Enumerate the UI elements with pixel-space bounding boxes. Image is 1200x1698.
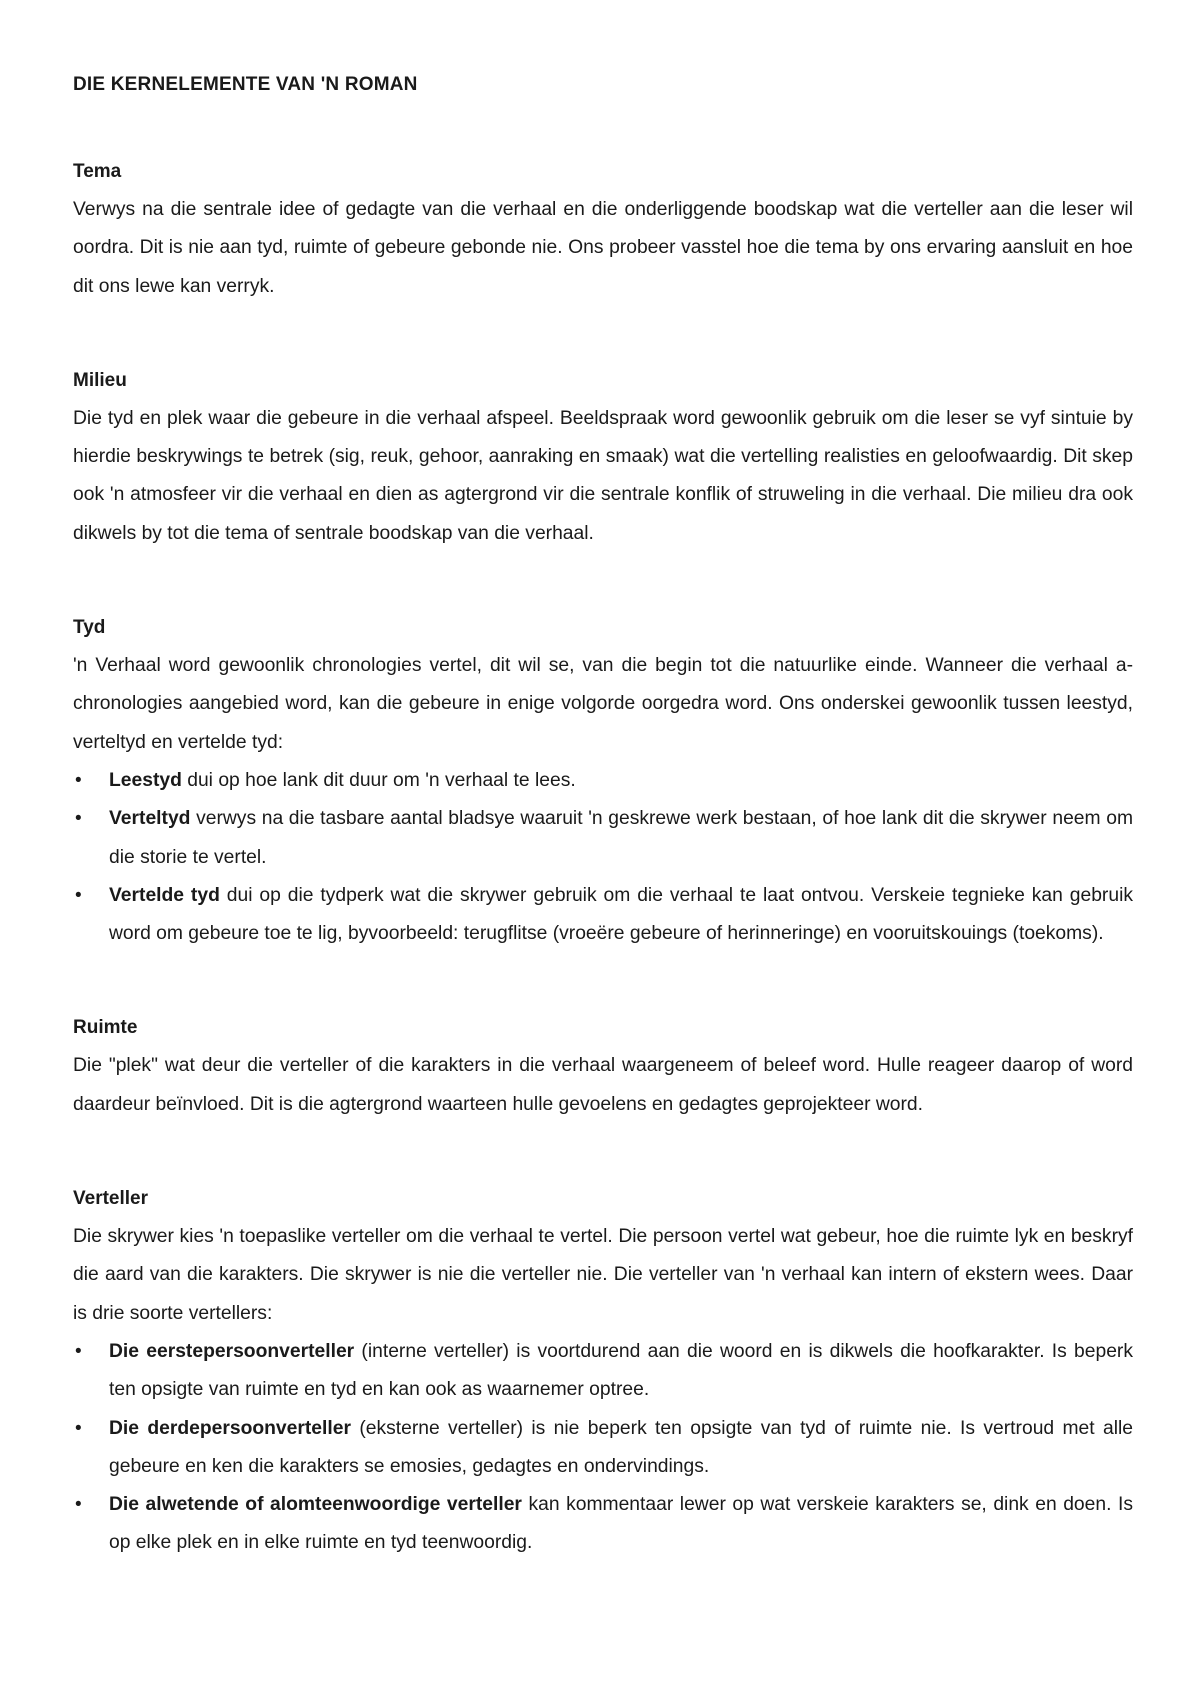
document-page — [73, 74, 1133, 1619]
bullet-icon: • — [75, 808, 82, 830]
section-paragraph: Die skrywer kies 'n toepaslike verteller om die verhaal te vertel. Die persoon vertel wat gebeur, hoe die ruimte lyk en beskryf die aard van die karakters. Die skrywer is nie die verteller nie. Die verteller van 'n verhaal kan intern of ekstern wees. Daar is drie soorte vertellers: — [73, 1226, 1133, 1324]
bullet-text: (eksterne verteller) is nie beperk ten opsigte van tyd of ruimte nie. Is vertroud met alle gebeure en ken die karakters se emosies, gedagtes en ondervindings. — [109, 1417, 1133, 1477]
list-item — [73, 877, 1133, 954]
bullet-term: Vertelde tyd — [109, 884, 220, 906]
bullet-term: Die derdepersoonverteller — [109, 1417, 351, 1439]
section-paragraph: 'n Verhaal word gewoonlik chronologies vertel, dit wil se, van die begin tot die natuurlike einde. Wanneer die verhaal a-chronologies aangebied word, kan die gebeure in enige volgorde oorgedra word. Ons onderskei gewoonlik tussen leestyd, verteltyd en vertelde tyd: — [73, 655, 1133, 753]
bullet-text: verwys na die tasbare aantal bladsye waaruit 'n geskrewe werk bestaan, of hoe lank dit die skrywer neem om die storie te vertel. — [109, 808, 1133, 868]
bullet-text: dui op die tydperk wat die skrywer gebruik om die verhaal te laat ontvou. Verskeie tegnieke kan gebruik word om gebeure toe te lig, byvoorbeeld: terugflitse (vroeëre gebeure of herinneringe) en vooruitskouings (toekoms). — [109, 884, 1133, 945]
bullet-list — [73, 762, 1133, 953]
section-heading: Tyd — [73, 617, 106, 639]
section-paragraph: Die "plek" wat deur die verteller of die karakters in die verhaal waargeneem of beleef word. Hulle reageer daarop of word daardeur beïnvloed. Dit is die agtergrond waarteen hulle gevoelens en gedagtes geprojekteer word. — [73, 1055, 1133, 1115]
section-tema — [73, 153, 1133, 306]
list-item — [73, 1486, 1133, 1563]
section-heading: Milieu — [73, 369, 127, 391]
section-verteller — [73, 1180, 1133, 1563]
section-heading: Ruimte — [73, 1017, 138, 1039]
section-heading: Tema — [73, 161, 122, 182]
bullet-icon: • — [75, 1417, 82, 1439]
bullet-icon: • — [75, 769, 82, 791]
bullet-text: dui op hoe lank dit duur om 'n verhaal te lees. — [181, 769, 576, 791]
section-milieu — [73, 362, 1133, 553]
bullet-text: kan kommentaar lewer op wat verskeie karakters se, dink en doen. Is op elke plek en in elke ruimte en tyd teenwoordig. — [109, 1494, 1133, 1554]
section-tyd — [73, 609, 1133, 953]
list-item — [73, 800, 1133, 877]
bullet-term: Die alwetende of alomteenwoordige verteller — [109, 1494, 522, 1516]
list-item — [73, 1333, 1133, 1410]
list-item — [73, 1410, 1133, 1487]
section-heading: Verteller — [73, 1188, 148, 1210]
bullet-term: Leestyd — [109, 769, 182, 791]
section-paragraph: Die tyd en plek waar die gebeure in die verhaal afspeel. Beeldspraak word gewoonlik gebruik om die leser se vyf sintuie by hierdie beskrywings te betrek (sig, reuk, gehoor, aanraking en smaak) wat die vertelling realisties en geloofwaardig. Dit skep ook 'n atmosfeer vir die verhaal en dien as agtergrond vir die sentrale konflik of struweling in die verhaal. Die milieu dra ook dikwels by tot die tema of sentrale boodskap van die verhaal. — [73, 407, 1133, 544]
bullet-icon: • — [75, 884, 82, 906]
bullet-list — [73, 1333, 1133, 1563]
bullet-icon: • — [75, 1340, 82, 1362]
bullet-term: Verteltyd — [109, 808, 191, 830]
bullet-text: (interne verteller) is voortdurend aan die woord en is dikwels die hoofkarakter. Is beperk ten opsigte van ruimte en tyd en kan ook as waarnemer optree. — [109, 1340, 1133, 1401]
bullet-icon: • — [75, 1494, 82, 1516]
section-ruimte — [73, 1009, 1133, 1124]
bullet-term: Die eerstepersoonverteller — [109, 1340, 355, 1362]
list-item — [73, 762, 1133, 800]
document-title: DIE KERNELEMENTE VAN 'N ROMAN — [73, 74, 418, 95]
section-paragraph: Verwys na die sentrale idee of gedagte van die verhaal en die onderliggende boodskap wat die verteller aan die leser wil oordra. Dit is nie aan tyd, ruimte of gebeure gebonde nie. Ons probeer vasstel hoe die tema by ons ervaring aansluit en hoe dit ons lewe kan verryk. — [73, 199, 1133, 297]
